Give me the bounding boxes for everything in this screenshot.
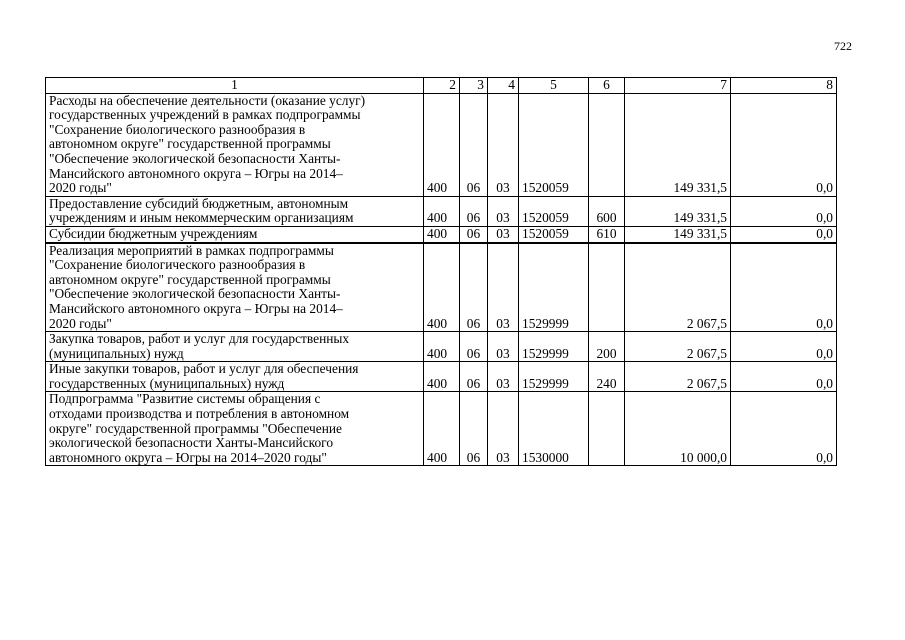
target-article-cell: 1529999 bbox=[519, 243, 589, 332]
table-row bbox=[46, 332, 837, 362]
expense-type-cell bbox=[589, 392, 625, 466]
row-name-line: "Сохранение биологического разнообразия в bbox=[49, 257, 306, 273]
row-name-line: 2020 годы" bbox=[49, 315, 112, 331]
row-name-line: Субсидии бюджетным учреждениям bbox=[49, 225, 258, 241]
section-cell: 06 bbox=[460, 93, 488, 196]
row-name-cell bbox=[46, 196, 424, 226]
subsection-cell: 03 bbox=[488, 196, 519, 226]
row-name-line: учреждениям и иным некоммерческим организациям bbox=[49, 210, 354, 226]
section-cell: 06 bbox=[460, 226, 488, 242]
table-row bbox=[46, 93, 837, 196]
row-name-line: (муниципальных) нужд bbox=[49, 345, 184, 361]
amount-2-cell: 0,0 bbox=[731, 196, 837, 226]
row-name-line: государственных учреждений в рамках подпрограммы bbox=[49, 107, 361, 123]
target-article-cell: 1529999 bbox=[519, 362, 589, 392]
section-cell: 06 bbox=[460, 362, 488, 392]
target-article-cell: 1520059 bbox=[519, 93, 589, 196]
row-name-line: Реализация мероприятий в рамках подпрограммы bbox=[49, 242, 334, 258]
header-cell-2: 2 bbox=[424, 78, 460, 94]
subsection-cell: 03 bbox=[488, 243, 519, 332]
admin-code-cell: 400 bbox=[424, 332, 460, 362]
row-name-line: "Обеспечение экологической безопасности Ханты- bbox=[49, 286, 341, 302]
target-article-cell: 1520059 bbox=[519, 196, 589, 226]
row-name-line: "Обеспечение экологической безопасности Ханты- bbox=[49, 150, 341, 166]
amount-cell: 149 331,5 bbox=[625, 93, 731, 196]
row-name-cell bbox=[46, 392, 424, 466]
expense-type-cell: 200 bbox=[589, 332, 625, 362]
row-name-cell bbox=[46, 243, 424, 332]
expense-type-cell: 610 bbox=[589, 226, 625, 242]
admin-code-cell: 400 bbox=[424, 392, 460, 466]
admin-code-cell: 400 bbox=[424, 196, 460, 226]
row-name-line: Закупка товаров, работ и услуг для государственных bbox=[49, 331, 350, 347]
header-cell-6: 6 bbox=[589, 78, 625, 94]
amount-cell: 2 067,5 bbox=[625, 243, 731, 332]
page-number: 722 bbox=[834, 39, 852, 53]
subsection-cell: 03 bbox=[488, 93, 519, 196]
admin-code-cell: 400 bbox=[424, 226, 460, 242]
row-name-cell bbox=[46, 93, 424, 196]
table-row bbox=[46, 362, 837, 392]
row-name-line: Иные закупки товаров, работ и услуг для обеспечения bbox=[49, 361, 359, 377]
row-name-line: автономного округа – Югры на 2014–2020 годы" bbox=[49, 449, 327, 465]
amount-cell: 2 067,5 bbox=[625, 362, 731, 392]
row-name-line: отходами производства и потребления в автономном bbox=[49, 406, 350, 422]
row-name-line: Подпрограмма "Развитие системы обращения с bbox=[49, 391, 321, 407]
amount-2-cell: 0,0 bbox=[731, 362, 837, 392]
amount-cell: 2 067,5 bbox=[625, 332, 731, 362]
expense-type-cell: 600 bbox=[589, 196, 625, 226]
row-name-line: государственных (муниципальных) нужд bbox=[49, 375, 285, 391]
amount-2-cell: 0,0 bbox=[731, 226, 837, 242]
target-article-cell: 1529999 bbox=[519, 332, 589, 362]
table-header-row bbox=[46, 78, 837, 94]
row-name-line: "Сохранение биологического разнообразия в bbox=[49, 121, 306, 137]
section-cell: 06 bbox=[460, 243, 488, 332]
budget-table bbox=[45, 77, 837, 466]
section-cell: 06 bbox=[460, 332, 488, 362]
row-name-line: Предоставление субсидий бюджетным, автономным bbox=[49, 195, 349, 211]
target-article-cell: 1530000 bbox=[519, 392, 589, 466]
amount-2-cell: 0,0 bbox=[731, 93, 837, 196]
amount-cell: 10 000,0 bbox=[625, 392, 731, 466]
row-name-line: Мансийского автономного округа – Югры на 2014– bbox=[49, 165, 343, 181]
target-article-cell: 1520059 bbox=[519, 226, 589, 242]
expense-type-cell bbox=[589, 93, 625, 196]
amount-cell: 149 331,5 bbox=[625, 226, 731, 242]
table-body bbox=[46, 93, 837, 466]
section-cell: 06 bbox=[460, 392, 488, 466]
table-row bbox=[46, 392, 837, 466]
admin-code-cell: 400 bbox=[424, 362, 460, 392]
header-cell-7: 7 bbox=[625, 78, 731, 94]
subsection-cell: 03 bbox=[488, 362, 519, 392]
header-cell-8: 8 bbox=[731, 78, 837, 94]
header-cell-4: 4 bbox=[488, 78, 519, 94]
subsection-cell: 03 bbox=[488, 392, 519, 466]
subsection-cell: 03 bbox=[488, 332, 519, 362]
section-cell: 06 bbox=[460, 196, 488, 226]
row-name-cell bbox=[46, 226, 424, 242]
amount-2-cell: 0,0 bbox=[731, 243, 837, 332]
row-name-line: автономном округе" государственной программы bbox=[49, 136, 331, 152]
header-cell-3: 3 bbox=[460, 78, 488, 94]
row-name-cell bbox=[46, 362, 424, 392]
row-name-cell bbox=[46, 332, 424, 362]
expense-type-cell: 240 bbox=[589, 362, 625, 392]
row-name-line: округе" государственной программы "Обеспечение bbox=[49, 420, 342, 436]
row-name-line: Мансийского автономного округа – Югры на 2014– bbox=[49, 300, 343, 316]
expense-type-cell bbox=[589, 243, 625, 332]
row-name-line: 2020 годы" bbox=[49, 180, 112, 196]
amount-2-cell: 0,0 bbox=[731, 392, 837, 466]
header-cell-1: 1 bbox=[46, 78, 424, 94]
table-row bbox=[46, 243, 837, 332]
row-name-line: автономном округе" государственной программы bbox=[49, 271, 331, 287]
subsection-cell: 03 bbox=[488, 226, 519, 242]
header-cell-5: 5 bbox=[519, 78, 589, 94]
amount-2-cell: 0,0 bbox=[731, 332, 837, 362]
table-row bbox=[46, 196, 837, 226]
row-name-line: экологической безопасности Ханты-Мансийского bbox=[49, 435, 334, 451]
table-row bbox=[46, 226, 837, 242]
amount-cell: 149 331,5 bbox=[625, 196, 731, 226]
row-name-line: Расходы на обеспечение деятельности (оказание услуг) bbox=[49, 92, 366, 108]
admin-code-cell: 400 bbox=[424, 243, 460, 332]
admin-code-cell: 400 bbox=[424, 93, 460, 196]
